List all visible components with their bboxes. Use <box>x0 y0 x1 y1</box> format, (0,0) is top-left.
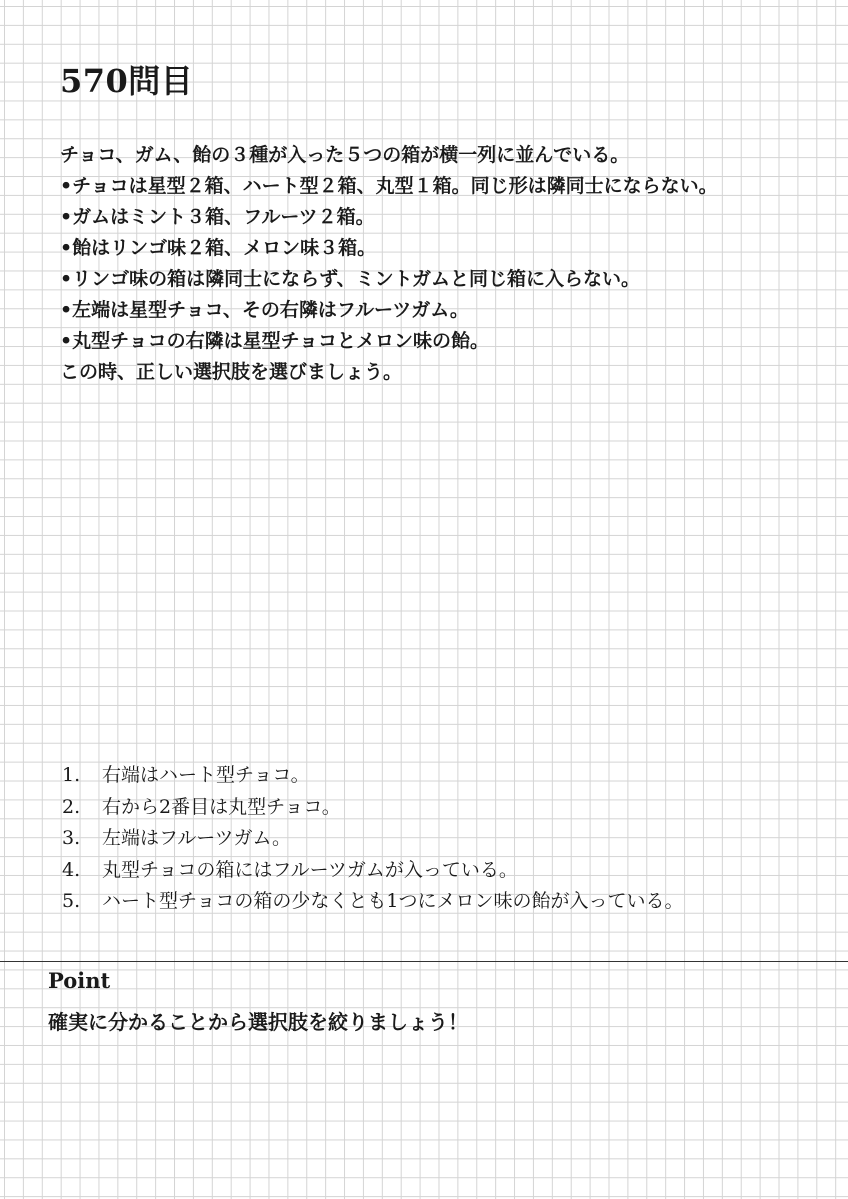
problem-line: •リンゴ味の箱は隣同士にならず、ミントガムと同じ箱に入らない。 <box>60 268 641 290</box>
choice-number: 1. <box>62 764 81 786</box>
choice-list <box>62 760 822 918</box>
section-divider <box>0 961 848 962</box>
choice-item[interactable] <box>62 823 822 855</box>
choice-item[interactable] <box>62 886 822 918</box>
point-hint: 確実に分かることから選択肢を絞りましょう！ <box>48 1010 468 1034</box>
problem-question: この時、正しい選択肢を選びましょう。 <box>60 361 403 383</box>
choice-number: 2. <box>62 795 81 818</box>
choice-number: 5. <box>62 890 81 912</box>
choice-item[interactable] <box>62 760 822 792</box>
choice-text: 右端はハート型チョコ。 <box>102 764 310 786</box>
problem-line: •チョコは星型２箱、ハート型２箱、丸型１箱。同じ形は隣同士にならない。 <box>60 175 718 197</box>
choice-number: 3. <box>62 827 81 849</box>
problem-line: チョコ、ガム、飴の３種が入った５つの箱が横一列に並んでいる。 <box>60 144 630 166</box>
problem-line: •丸型チョコの右隣は星型チョコとメロン味の飴。 <box>60 330 490 352</box>
choice-item[interactable] <box>62 792 822 824</box>
problem-line: •ガムはミント３箱、フルーツ２箱。 <box>60 206 375 228</box>
choice-text: 右から2番目は丸型チョコ。 <box>102 795 341 818</box>
choice-text: ハート型チョコの箱の少なくとも1つにメロン味の飴が入っている。 <box>102 890 684 912</box>
choice-text: 丸型チョコの箱にはフルーツガムが入っている。 <box>102 858 518 881</box>
choice-item[interactable] <box>62 855 822 887</box>
choice-text: 左端はフルーツガム。 <box>102 827 292 849</box>
problem-line: •飴はリンゴ味２箱、メロン味３箱。 <box>60 237 377 259</box>
choice-number: 4. <box>62 858 81 881</box>
problem-statement <box>60 140 820 388</box>
problem-line: •左端は星型チョコ、その右隣はフルーツガム。 <box>60 299 469 321</box>
point-label: Point <box>48 968 111 993</box>
page-title: 570問目 <box>60 62 194 100</box>
